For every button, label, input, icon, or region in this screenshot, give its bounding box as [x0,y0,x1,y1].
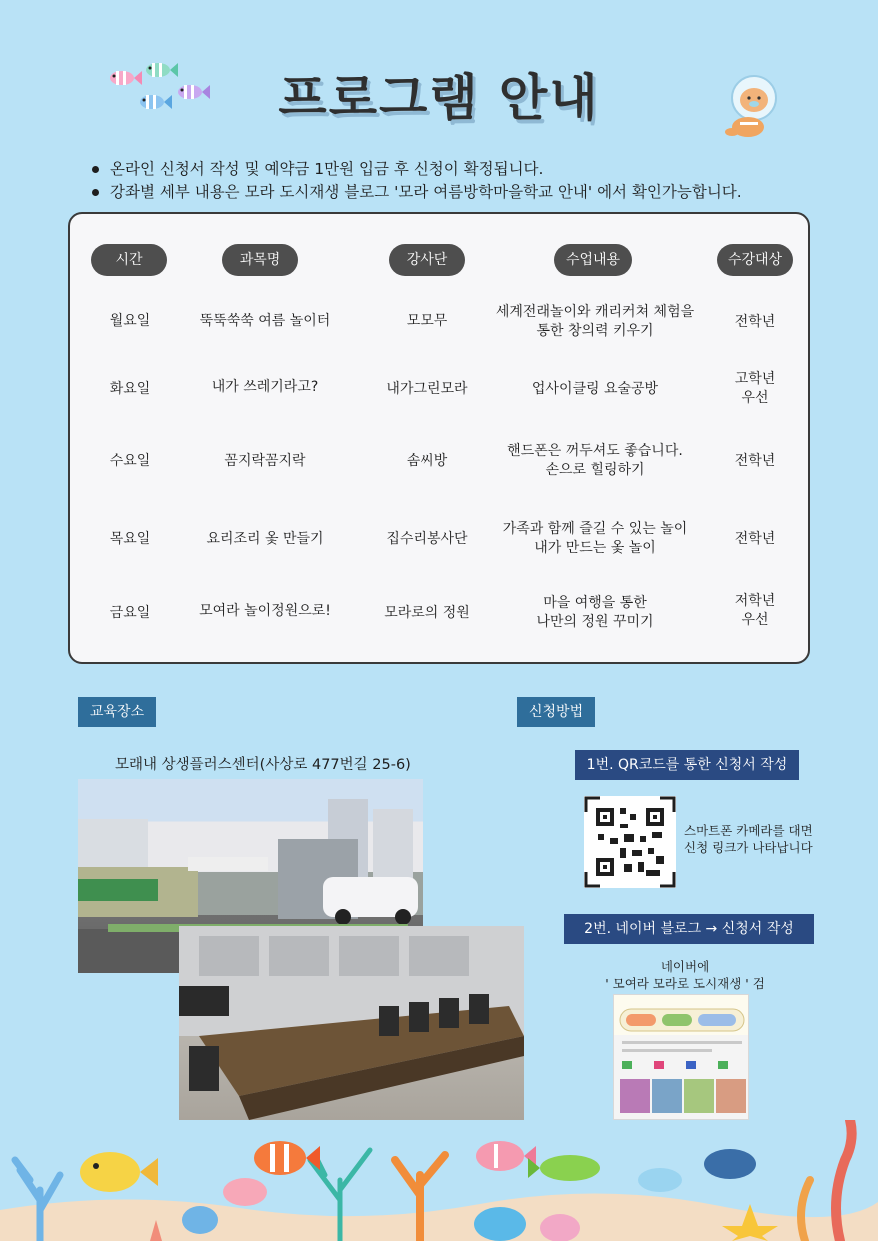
target-cell [710,592,800,630]
content-cell [480,304,710,340]
note-item: 온라인 신청서 작성 및 예약금 1만원 입금 후 신청이 확정됩니다. [92,158,742,181]
naver-line: ' 모여라 모라로 도시재생 ' 검 [605,976,765,991]
target-line: 저학년 [734,593,776,609]
classroom-photo [179,926,524,1120]
schedule-table [68,212,810,664]
content-line: 가족과 함께 즐길 수 있는 놀이 [502,521,688,537]
instructor-cell: 모라로의 정원 [384,604,470,621]
content-line: 통한 창의력 키우기 [536,323,654,339]
subject-cell: 요리조리 옻 만들기 [206,530,324,547]
subject-cell: 내가 쓰레기라고? [211,378,319,395]
instructor-cell: 솜씨방 [406,452,448,469]
blog-screenshot[interactable] [613,994,749,1120]
header-content: 수업내용 [554,244,632,276]
target-cell [710,524,800,554]
day-cell: 수요일 [109,452,151,469]
place-address: 모래내 상생플러스센터(사상로 477번길 25-6) [115,757,411,773]
header-instructor: 강사단 [389,244,465,276]
day-cell: 월요일 [109,312,151,329]
step2-banner: 2번. 네이버 블로그 → 신청서 작성 [564,914,814,944]
day-cell: 목요일 [109,530,151,547]
target-cell [710,304,800,340]
astronaut-cat-icon [718,72,788,142]
target-line: 전학년 [734,313,776,330]
target-line: 우선 [741,390,769,406]
content-line: 내가 만드는 옻 놀이 [534,540,656,556]
step1-banner: 1번. QR코드를 통한 신청서 작성 [575,750,799,780]
naver-line: 네이버에 [660,959,710,974]
content-cell [480,520,710,558]
content-line: 나만의 정원 꾸미기 [536,614,654,630]
qr-line: 신청 링크가 나타납니다 [684,840,813,855]
subject-cell: 꼼지락꼼지락 [224,452,306,469]
qr-code-icon[interactable] [584,796,676,888]
content-cell [480,594,710,632]
qr-instruction [684,822,813,856]
day-cell: 화요일 [109,380,151,397]
instructor-cell: 내가그린모라 [386,380,468,397]
apply-tag: 신청방법 [517,697,595,727]
sea-decoration-icon [0,1120,878,1241]
content-line: 핸드폰은 꺼두셔도 좋습니다. [507,443,683,459]
header-target: 수강대상 [717,244,793,276]
day-cell: 금요일 [109,604,151,621]
target-line: 전학년 [734,530,776,547]
qr-line: 스마트폰 카메라를 대면 [684,823,813,838]
subject-cell: 뚝뚝쑥쑥 여름 놀이터 [199,312,331,329]
target-line: 고학년 [734,371,776,387]
target-line: 우선 [741,612,769,628]
content-cell [480,442,710,480]
target-cell [710,446,800,476]
content-cell [480,374,710,404]
instructor-cell: 모모무 [406,312,448,329]
header-subject: 과목명 [222,244,298,276]
content-line: 마을 여행을 통한 [543,595,647,611]
subject-cell: 모여라 놀이정원으로! [199,602,331,619]
notes-list [92,158,742,204]
page-title: 프로그램 안내 [278,69,600,127]
content-line: 업사이클링 요술공방 [531,380,659,397]
place-tag: 교육장소 [78,697,156,727]
content-line: 손으로 힐링하기 [545,462,645,478]
target-line: 전학년 [734,452,776,469]
header-time: 시간 [91,244,167,276]
content-line: 세계전래놀이와 캐리커쳐 체험을 [495,304,695,320]
instructor-cell: 집수리봉사단 [386,530,468,547]
note-item: 강좌별 세부 내용은 모라 도시재생 블로그 '모라 여름방학마을학교 안내' 에서 확인가능합니다. [92,181,742,204]
target-cell [710,370,800,408]
